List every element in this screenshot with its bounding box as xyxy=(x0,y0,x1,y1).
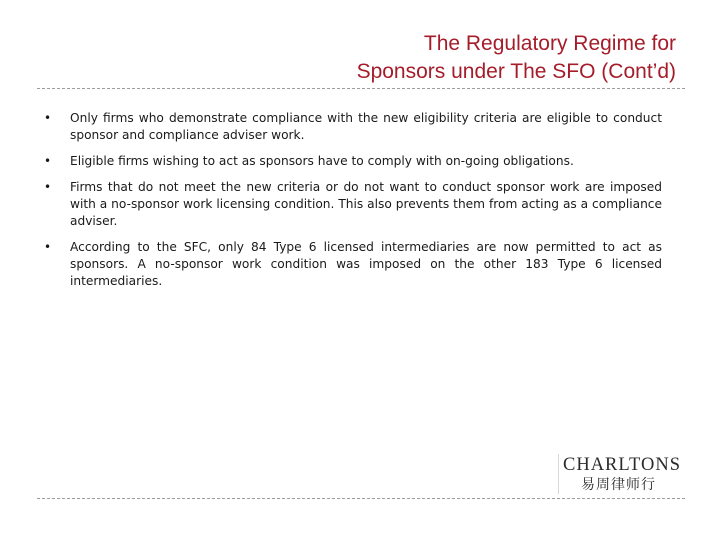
bullet-item xyxy=(44,179,662,230)
bullet-dot-icon: • xyxy=(44,180,52,194)
bullet-item xyxy=(44,239,662,290)
bullet-item xyxy=(44,153,662,170)
top-divider xyxy=(37,88,685,89)
charltons-logo xyxy=(558,454,687,494)
bullet-text: According to the SFC, only 84 Type 6 licensed intermediaries are now permitted to act as sponsors. A no-sponsor work condition was imposed on the other 183 Type 6 licensed intermediaries. xyxy=(70,240,662,288)
bullet-list xyxy=(44,110,662,299)
bottom-divider xyxy=(37,498,685,499)
logo-wordmark: CHARLTONS xyxy=(563,455,681,475)
slide-title-line-2: Sponsors under The SFO (Cont’d) xyxy=(356,60,676,83)
bullet-text: Eligible firms wishing to act as sponsors have to comply with on-going obligations. xyxy=(70,154,574,168)
bullet-dot-icon: • xyxy=(44,154,52,168)
bullet-dot-icon: • xyxy=(44,111,52,125)
bullet-item xyxy=(44,110,662,144)
bullet-text: Only firms who demonstrate compliance with the new eligibility criteria are eligible to conduct sponsor and compliance adviser work. xyxy=(70,111,662,142)
slide-title-line-1: The Regulatory Regime for xyxy=(423,32,676,55)
bullet-dot-icon: • xyxy=(44,240,52,254)
bullet-text: Firms that do not meet the new criteria or do not want to conduct sponsor work are imposed with a no-sponsor work licensing condition. This also prevents them from acting as a compliance adviser. xyxy=(70,180,662,228)
logo-chinese-name: 易周律师行 xyxy=(581,477,656,493)
slide-title xyxy=(156,30,676,86)
